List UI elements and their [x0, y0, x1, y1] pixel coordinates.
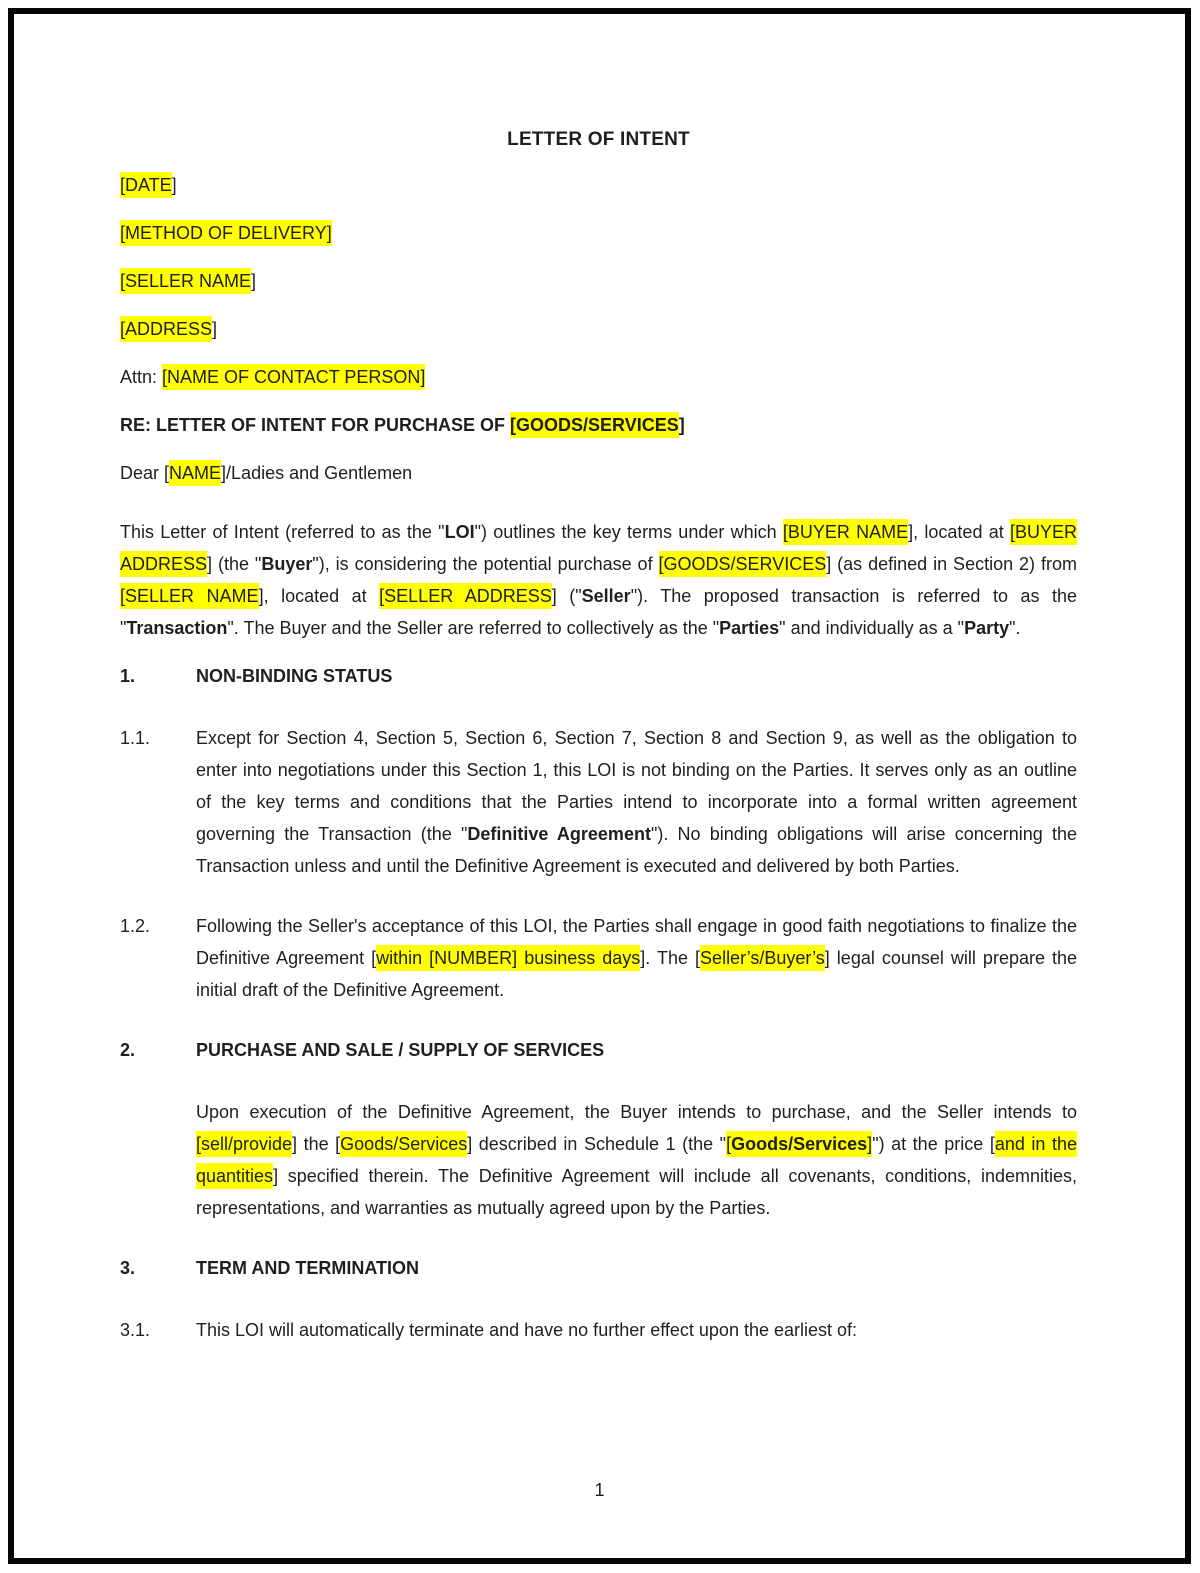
placeholder-highlight: [	[726, 1131, 731, 1157]
salutation-line	[120, 461, 1077, 485]
clause-number: 1.	[120, 666, 136, 686]
section-heading-label: NON-BINDING STATUS	[196, 666, 393, 686]
text-run: ]. The [	[640, 948, 701, 968]
clause-number: 1.2.	[120, 916, 151, 936]
text-run: Seller	[581, 586, 631, 606]
text-run: This Letter of Intent (referred to as the "	[120, 522, 445, 542]
text-run: ]	[678, 415, 685, 435]
intro-paragraph	[120, 516, 1077, 644]
text-run: ") at the price [	[872, 1134, 995, 1154]
text-run: ".	[1009, 618, 1021, 638]
text-run: ] legal counsel will prepare the initial draft of the Definitive Agreement.	[196, 948, 1078, 1000]
text-run: Parties	[719, 618, 780, 638]
clause-paragraph	[120, 1314, 1077, 1346]
address-line	[120, 317, 1077, 341]
clause-number: 3.1.	[120, 1320, 151, 1340]
placeholder-highlight: [BUYER NAME	[783, 519, 908, 545]
page-number: 1	[594, 1480, 605, 1500]
clause-text	[196, 910, 1077, 1006]
text-run: ". The Buyer and the Seller are referred to collectively as the "	[227, 618, 720, 638]
placeholder-highlight: Goods/Services	[340, 1131, 467, 1157]
placeholder-highlight: [SELLER ADDRESS	[379, 583, 552, 609]
text-run: ]	[251, 271, 257, 291]
text-run: ]	[171, 175, 177, 195]
text-run: Upon execution of the Definitive Agreement, the Buyer intends to purchase, and the Seller intends to	[196, 1102, 1077, 1122]
placeholder-highlight: ]	[867, 1131, 872, 1157]
section-heading	[120, 1034, 1077, 1066]
placeholder-highlight: [GOODS/SERVICES	[510, 412, 679, 438]
text-run: Following the Seller's acceptance of this LOI, the Parties shall engage in good faith negotiations to finalize the Definitive Agreement [	[196, 916, 1077, 968]
section-heading	[120, 1252, 1077, 1284]
placeholder-highlight: NAME	[169, 460, 221, 486]
placeholder-highlight: [METHOD OF DELIVERY]	[120, 220, 332, 246]
method-of-delivery-line	[120, 221, 1077, 245]
placeholder-highlight: Seller’s/Buyer’s	[700, 945, 825, 971]
placeholder-highlight: [DATE	[120, 172, 172, 198]
date-line	[120, 173, 1077, 197]
sections-block	[120, 660, 1077, 1346]
section-heading	[120, 660, 1077, 692]
clause-number: 1.1.	[120, 728, 151, 748]
placeholder-highlight: [BUYER ADDRESS	[120, 519, 1077, 577]
text-run: ] specified therein. The Definitive Agreement will include all covenants, conditions, indemnities, representations, and warranties as mutually agreed upon by the Parties.	[196, 1166, 1077, 1218]
placeholder-highlight: [sell/provide	[196, 1131, 292, 1157]
placeholder-highlight: [GOODS/SERVICES	[659, 551, 827, 577]
text-run: "). No binding obligations will arise concerning the Transaction unless and until the Definitive Agreement is executed and delivered by both Parties.	[196, 824, 1077, 876]
seller-name-line	[120, 269, 1077, 293]
page-title: LETTER OF INTENT	[507, 129, 690, 150]
text-run: ] described in Schedule 1 (the "	[467, 1134, 727, 1154]
clause-text	[196, 1096, 1077, 1224]
text-run: This LOI will automatically terminate and have no further effect upon the earliest of:	[196, 1320, 858, 1340]
re-subject-line	[120, 413, 1077, 437]
text-run: ], located at	[908, 522, 1010, 542]
text-run: Dear [	[120, 463, 170, 483]
text-run: Except for Section 4, Section 5, Section 6, Section 7, Section 8 and Section 9, as well as the obligation to enter into negotiations under this Section 1, this LOI is not binding on the Parties. It serves only as an outline of the key terms and conditions that the Parties intend to incorporate into a formal written agreement governing the Transaction (the "	[196, 728, 1077, 844]
placeholder-highlight: [ADDRESS	[120, 316, 212, 342]
text-run: " and individually as a "	[779, 618, 965, 638]
text-run: ]/Ladies and Gentlemen	[221, 463, 413, 483]
text-run: ] ("	[551, 586, 582, 606]
placeholder-highlight: Goods/Services	[731, 1131, 867, 1157]
attn-line	[120, 365, 1077, 389]
clause-number: 2.	[120, 1040, 136, 1060]
text-run: RE: LETTER OF INTENT FOR PURCHASE OF	[120, 415, 510, 435]
clause-text	[196, 722, 1077, 882]
clause-paragraph	[120, 1096, 1077, 1224]
text-run: Transaction	[126, 618, 228, 638]
text-run: ") outlines the key terms under which	[474, 522, 783, 542]
placeholder-highlight: [NAME OF CONTACT PERSON]	[162, 364, 425, 390]
text-run: ]	[212, 319, 218, 339]
section-heading-label: TERM AND TERMINATION	[196, 1258, 419, 1278]
clause-text	[196, 1314, 1077, 1346]
placeholder-highlight: within [NUMBER] business days	[376, 945, 640, 971]
text-run: Buyer	[261, 554, 313, 574]
clause-paragraph	[120, 910, 1077, 1006]
text-run: Attn:	[120, 367, 163, 387]
section-heading-label: PURCHASE AND SALE / SUPPLY OF SERVICES	[196, 1040, 605, 1060]
text-run: Party	[964, 618, 1010, 638]
text-run: "), is considering the potential purchase of	[312, 554, 659, 574]
placeholder-highlight: [SELLER NAME	[120, 583, 259, 609]
letterhead-block	[120, 173, 1077, 485]
document-content	[14, 14, 1185, 1346]
placeholder-highlight: and in the quantities	[196, 1131, 1077, 1189]
text-run: ], located at	[258, 586, 380, 606]
text-run: LOI	[444, 522, 475, 542]
text-run: Definitive Agreement	[467, 824, 651, 844]
document-page	[8, 8, 1191, 1564]
text-run: ] (as defined in Section 2) from	[826, 554, 1077, 574]
text-run: ] the [	[292, 1134, 341, 1154]
clause-paragraph	[120, 722, 1077, 882]
text-run: "). The proposed transaction is referred to as the "	[120, 586, 1078, 638]
placeholder-highlight: [SELLER NAME	[120, 268, 251, 294]
text-run: ] (the "	[207, 554, 262, 574]
clause-number: 3.	[120, 1258, 136, 1278]
